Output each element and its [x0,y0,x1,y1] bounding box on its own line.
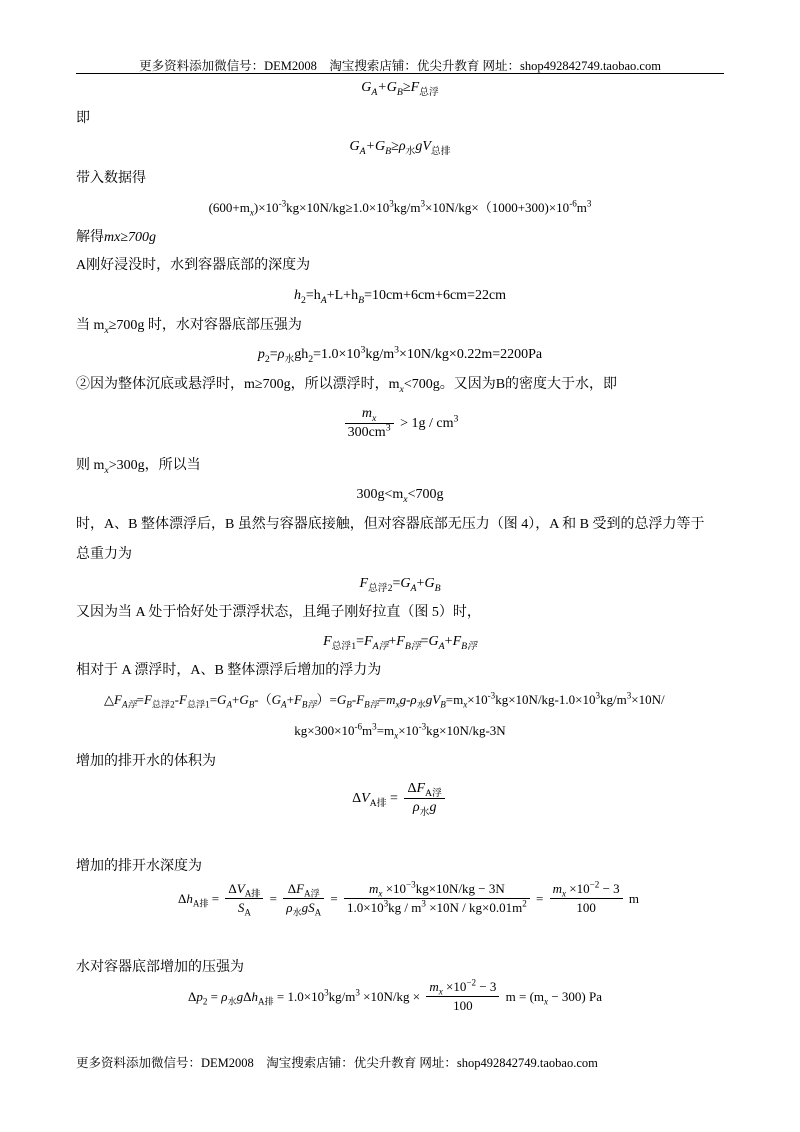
text-solve: 解得mx≥700g [76,230,157,245]
eq-delta-f-line2: $kg\times 300\times 10^{-6}m^3=m_x\times 10^{-3}kg\times 10N/kg-3N$ [294,721,506,741]
eq-rho-g-v: $G_A+G_B\ge\rho_水gV_{总排}$ [349,139,451,157]
text-also-because: 又因为当 A 处于恰好处于漂浮状态，且绳子刚好拉直（图 5）时， [76,605,481,620]
eq-f-total-1: $F_{总浮1}=F_{A浮}+F_{B浮}=G_A+F_{B浮}$ [323,634,477,652]
text-volume: 增加的排开水的体积为 [76,754,216,769]
eq-substitution: $(600+m_x)\times 10^{-3}kg\times 10N/kg\ge 1.0\times 10^3kg/m^3\times 10N/kg\times(1000+300)\times 10^{-6}m^3$ [208,198,592,218]
text-relative: 相对于 A 漂浮时，A、B 整体漂浮后增加的浮力为 [76,663,382,678]
page-header: 更多资料添加微信号：DEM2008 淘宝搜索店铺：优尖升教育 网址：shop492842749.taobao.com [139,59,661,73]
eq-mass-range: $300g<m_x<700g$ [356,487,444,505]
eq-delta-f-line1: $\triangle F_{A浮}=F_{总浮2}-F_{总浮1}=G_A+G_B-(G_A+F_{B浮})=G_B-F_{B浮}=m_xg-\rho_水gV_B=m_x\times 10^{-3}kg\times 10N/kg-1.0\times 10^3kg/m^3\times 10N/$ [104,690,665,710]
eq-delta-h: $\Delta h_{A排}$ = $\frac{\Delta V_{A排}}{S_A}$ = $\frac{\Delta F_{A浮}}{\rho_水gS_A}$ = $\frac{m_x \times 10^{-3}kg\times 10N/kg - 3N}{1.0\times 10^3kg / m^3 \times 10N / kg\times 0.01m^2}$ = $\frac{m_x \times 10^{-2} - 3}{100}$ m [178,879,640,918]
eq-density-fraction: $\frac{m_x}{300cm^3}$ > $1g / cm^3$ [0,405,800,442]
text-case-2: ②因为整体沉底或悬浮时，m≥700g，所以漂浮时，$m_x<700g$。又因为B的密度大于水，即 [76,377,618,395]
text-floating-case: 时，A、B 整体漂浮后，B 虽然与容器底接触，但对容器底部无压力（图 4），A 和 B 受到的总浮力等于 [76,517,705,532]
eq-depth-h2: $h_2=h_A+L+h_B=10cm+6cm+6cm=22cm$ [293,288,507,306]
text-dairu: 带入数据得 [76,171,146,186]
text-a-submerged: A刚好浸没时，水到容器底部的深度为 [76,258,311,273]
page-footer: 更多资料添加微信号：DEM2008 淘宝搜索店铺：优尖升教育 网址：shop492842749.taobao.com [76,1056,598,1070]
text-when-mx: 当 $m_x\ge 700g$ 时，水对容器底部压强为 [76,318,302,336]
text-total-gravity: 总重力为 [76,547,132,562]
eq-pressure-p2: $p_2=\rho_水gh_2=1.0\times 10^3kg/m^3\times 10N/kg\times 0.22m=2200Pa$ [257,344,543,365]
text-ji: 即 [76,111,90,126]
eq-total-buoyancy: $G_A+G_B\ge F_{总浮}$ [361,80,439,98]
text-depth: 增加的排开水深度为 [76,859,202,874]
header-rule [76,73,724,74]
eq-delta-v: $\Delta V_{A排}$ = $\frac{\Delta F_{A浮}}{\rho_水g}$ [0,780,800,817]
eq-f-total-2: $F_{总浮2}=G_A+G_B$ [359,576,441,594]
text-then-mx: 则 $m_x>300g$，所以当 [76,458,201,476]
eq-delta-p: $\Delta p_2 = \rho_水g\Delta h_{A排} = 1.0\times 10^3kg/m^3 \times 10N/kg$ × $\frac{m_x \times 10^{-2} - 3}{100}$ $m = (m_x - 300)$ Pa [188,977,603,1013]
text-pressure-increase: 水对容器底部增加的压强为 [76,960,244,975]
